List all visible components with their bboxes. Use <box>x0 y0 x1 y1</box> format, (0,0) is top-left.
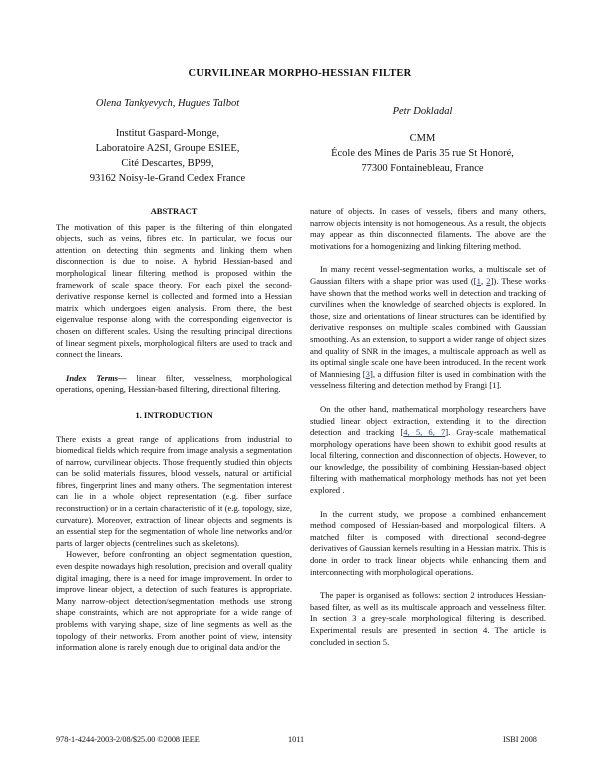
affiliation-line: École des Mines de Paris 35 rue St Honoré, <box>331 148 514 159</box>
abstract-heading: ABSTRACT <box>150 206 198 216</box>
right-paragraph-5: The paper is organised as follows: section 2 introduces Hessian-based filter, as well as its multiscale approach and vesselness filter. In section 3 a grey-scale morphological filtering is described. Experimental resuls are presented in section 4. The article is concluded in section 5. <box>310 590 546 647</box>
intro-paragraph-1: There exists a great range of applications from industrial to biomedical fields which require from image analysis a segmentation of narrow, curvilinear objects. Those frequently studied thin objects can be solid materials fissures, blood vessels, natural or artificial fibres, fingerprint lines and many others. The segmentation interest can lie in a whole object representation (e.g. fiber surface reconstruction) or in a certain characteristic of it (e.g. topology, size, curvature). Moreover, extraction of linear objects and segments is an essential step for the segmentation of whole line networks and/or parts of larger objects (centrelines such as skeletons). <box>56 433 292 548</box>
affiliation-right <box>305 131 540 176</box>
footer-page-number: 1011 <box>288 735 305 744</box>
affiliation-line: 93162 Noisy-le-Grand Cedex France <box>89 173 246 184</box>
affiliation-line: CMM <box>409 133 436 144</box>
authors-right: Petr Dokladal <box>392 106 453 117</box>
intro-paragraph-2: However, before confronting an object segmentation question, even despite nowadays high resolution, precision and overall quality digital imaging, there is a need for image improvement. In order to improve linear object, a detection of such features is appropriate. Many narrow-object detection/segmentation methods use strong shape constraints, which are not appropriate for a wide range of problems with varying shape, size of line segments as well as the topology of their networks. From another point of view, intensity information alone is rarely enough due to original data and/or the <box>56 549 292 653</box>
index-terms <box>56 373 292 396</box>
affiliation-line: Laboratoire A2SI, Groupe ESIEE, <box>95 143 240 154</box>
citation-link[interactable]: 2 <box>486 275 491 286</box>
text-run: , <box>480 275 487 286</box>
index-terms-text: linear filter, vesselness, morphological operations, opening, Hessian-based filtering, directional filtering. <box>56 372 292 395</box>
introduction-heading: 1. INTRODUCTION <box>135 409 213 420</box>
right-paragraph-1: nature of objects. In cases of vessels, fibers and many others, narrow objects intensity is not homogeneous. As a result, the objects may appear as thin disconnected filaments. The above are the motivations for a homogenizing and linking filtering method. <box>310 206 546 251</box>
text-run: ], a diffusion filter is used in combination with the vesselness filtering and detection method by Frangi [1]. <box>310 368 546 391</box>
text-run: On the other hand, mathematical morphology researchers have studied linear object extraction, extending it to the direction detection and tracking [ <box>310 403 546 438</box>
footer-venue: ISBI 2008 <box>503 735 537 744</box>
text-run: ]). These works have shown that the method works well in detection and tracking of curvilines when the knowledge of searched objects is explored. In those, size and orientations of linear structures can be identified by derivative responses on multiple scales combined with Gaussian smoothing. As an extension, to support a wider range of object sizes and quality of SNR in the images, a multiscale approach as well as its optimal single scale one have been introduced. In the recent work of Manniesing [ <box>310 275 546 379</box>
affiliation-line: 77300 Fontainebleau, France <box>361 163 484 174</box>
abstract-text: The motivation of this paper is the filtering of thin elongated objects, such as veins, fibres etc. In particular, we focus our attention on detecting thin segments and linking them when disconnection is due to noise. A hybrid Hessian-based and morphological linear filtering method is proposed within the framework of scale space theory. For each pixel the second-derivative response kernel is collected and formed into a Hessian matrix which undergoes eigen analysis. From there, the best eigenvalue response along with the corresponding eigenvector is chosen on different scales. Using the resulting principal directions of linear segment pixels, morphological filters are used to track and connect the linears. <box>56 221 292 360</box>
left-column <box>56 206 292 654</box>
citation-link[interactable]: 3 <box>365 368 370 379</box>
footer-copyright: 978-1-4244-2003-2/08/$25.00 ©2008 IEEE <box>56 735 200 744</box>
index-terms-label: Index Terms— <box>66 372 127 383</box>
affiliation-left <box>60 126 275 186</box>
authors-left: Olena Tankyevych, Hugues Talbot <box>95 98 240 109</box>
right-paragraph-2 <box>310 264 546 392</box>
text-run: ]. Gray-scale mathematical morphology operations have been shown to exhibit good results at local filtering, connection and disconnection of objects. However, to our knowledge, the possibility of combining Hessian-based object filtering with mathematical morphology methods has not yet been explored . <box>310 427 547 496</box>
right-paragraph-4: In the current study, we propose a combined enhancement method composed of Hessian-based and morpological filters. A matched filter is composed with directional second-degree derivatives of Gaussian kernels resulting in a Hessian matrix. This is done in order to track linear objects while enhancing them and interconnecting with morphological operations. <box>310 508 546 577</box>
paper-title: CURVILINEAR MORPHO-HESSIAN FILTER <box>188 68 412 79</box>
affiliation-line: Institut Gaspard-Monge, <box>115 128 220 139</box>
text-run: In many recent vessel-segmentation works, a multiscale set of Gaussian filters with a shape prior was used ([ <box>310 264 546 286</box>
citation-link[interactable]: 4, 5, 6, 7 <box>403 427 446 438</box>
citation-link[interactable]: 1 <box>476 275 481 286</box>
affiliation-line: Cité Descartes, BP99, <box>121 158 214 169</box>
right-column <box>310 206 546 648</box>
right-paragraph-3 <box>310 404 546 497</box>
